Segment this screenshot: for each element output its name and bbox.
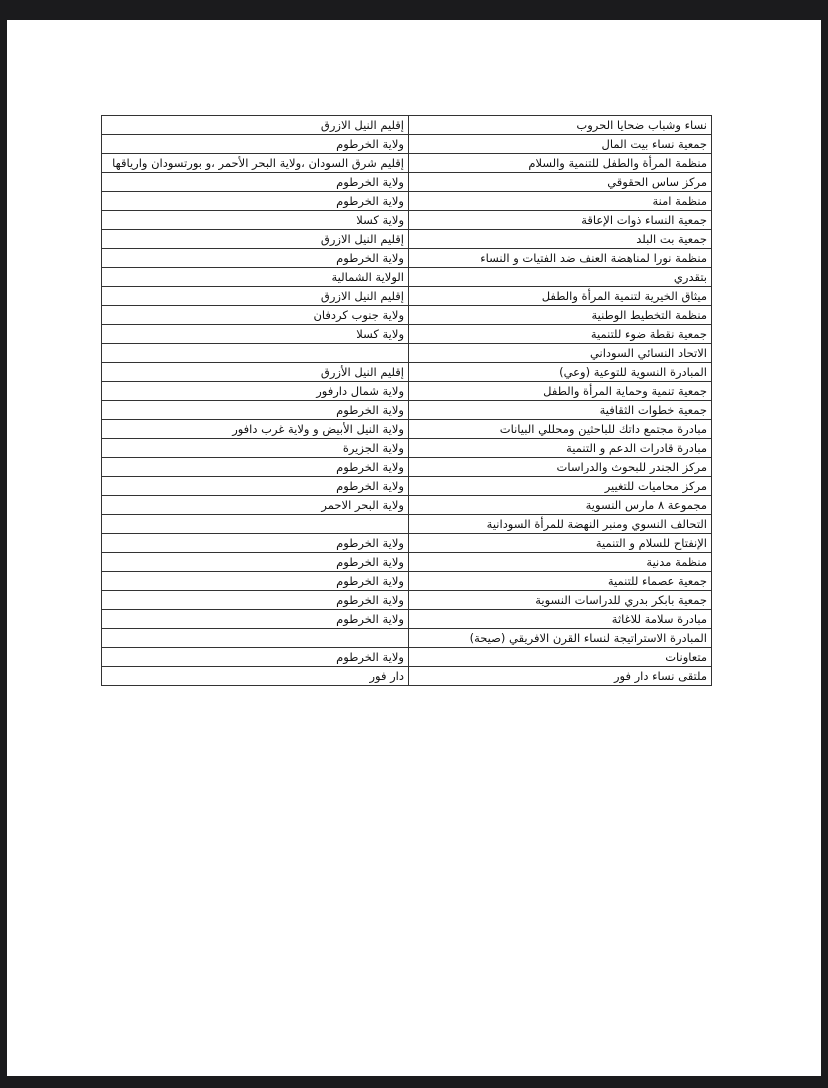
region-cell: دار فور: [102, 667, 409, 686]
table-row: [102, 515, 712, 534]
organization-name-cell: جمعية بت البلد: [409, 230, 712, 249]
table-row: [102, 249, 712, 268]
organization-name-cell: مركز الجندر للبحوث والدراسات: [409, 458, 712, 477]
table-row: [102, 629, 712, 648]
organization-name-cell: منظمة المرأة والطفل للتنمية والسلام: [409, 154, 712, 173]
region-cell: ولاية البحر الاحمر: [102, 496, 409, 515]
organization-name-cell: المبادرة الاستراتيجة لنساء القرن الافريقي (صيحة): [409, 629, 712, 648]
region-cell: ولاية النيل الأبيض و ولاية غرب دافور: [102, 420, 409, 439]
table-row: [102, 363, 712, 382]
region-cell: ولاية الخرطوم: [102, 553, 409, 572]
table-row: [102, 420, 712, 439]
organization-name-cell: بتقدري: [409, 268, 712, 287]
table-row: [102, 667, 712, 686]
organization-name-cell: مركز محاميات للتغيير: [409, 477, 712, 496]
table-row: [102, 439, 712, 458]
table-row: [102, 325, 712, 344]
region-cell: ولاية الخرطوم: [102, 249, 409, 268]
organization-name-cell: متعاونات: [409, 648, 712, 667]
organization-name-cell: منظمة التخطيط الوطنية: [409, 306, 712, 325]
organization-name-cell: الاتحاد النسائي السوداني: [409, 344, 712, 363]
table-row: [102, 135, 712, 154]
organization-name-cell: جمعية نقطة ضوء للتنمية: [409, 325, 712, 344]
table-row: [102, 401, 712, 420]
table-row: [102, 173, 712, 192]
table-row: [102, 287, 712, 306]
region-cell: [102, 629, 409, 648]
table-row: [102, 610, 712, 629]
organization-name-cell: مبادرة سلامة للاغاثة: [409, 610, 712, 629]
region-cell: ولاية الخرطوم: [102, 173, 409, 192]
region-cell: إقليم النيل الازرق: [102, 230, 409, 249]
organization-name-cell: منظمة نورا لمناهضة العنف ضد الفتيات و النساء: [409, 249, 712, 268]
table-row: [102, 553, 712, 572]
region-cell: [102, 515, 409, 534]
organization-name-cell: مبادرة قادرات الدعم و التنمية: [409, 439, 712, 458]
table-row: [102, 382, 712, 401]
organization-name-cell: المبادرة النسوية للتوعية (وعي): [409, 363, 712, 382]
region-cell: ولاية الجزيرة: [102, 439, 409, 458]
region-cell: ولاية الخرطوم: [102, 477, 409, 496]
organizations-table-body: [102, 116, 712, 686]
organization-name-cell: مجموعة ٨ مارس النسوية: [409, 496, 712, 515]
table-row: [102, 591, 712, 610]
organization-name-cell: منظمة امنة: [409, 192, 712, 211]
table-row: [102, 344, 712, 363]
organization-name-cell: ملتقى نساء دار فور: [409, 667, 712, 686]
region-cell: الولاية الشمالية: [102, 268, 409, 287]
region-cell: ولاية الخرطوم: [102, 135, 409, 154]
table-row: [102, 477, 712, 496]
region-cell: ولاية جنوب كردفان: [102, 306, 409, 325]
organization-name-cell: ميثاق الخيرية لتنمية المرأة والطفل: [409, 287, 712, 306]
organization-name-cell: جمعية بابكر بدري للدراسات النسوية: [409, 591, 712, 610]
organization-name-cell: جمعية عصماء للتنمية: [409, 572, 712, 591]
region-cell: ولاية كسلا: [102, 211, 409, 230]
table-row: [102, 572, 712, 591]
organization-name-cell: جمعية نساء بيت المال: [409, 135, 712, 154]
organization-name-cell: جمعية النساء ذوات الإعاقة: [409, 211, 712, 230]
region-cell: ولاية الخرطوم: [102, 534, 409, 553]
table-row: [102, 192, 712, 211]
organization-name-cell: التحالف النسوي ومنبر النهضة للمرأة السودانية: [409, 515, 712, 534]
table-row: [102, 154, 712, 173]
organizations-table: [101, 115, 712, 686]
table-row: [102, 534, 712, 553]
organization-name-cell: الإنفتاح للسلام و التنمية: [409, 534, 712, 553]
table-row: [102, 458, 712, 477]
region-cell: ولاية الخرطوم: [102, 572, 409, 591]
table-row: [102, 496, 712, 515]
region-cell: ولاية الخرطوم: [102, 610, 409, 629]
region-cell: إقليم النيل الازرق: [102, 116, 409, 135]
region-cell: إقليم شرق السودان ،ولاية البحر الأحمر ،و بورتسودان وارياقها: [102, 154, 409, 173]
region-cell: [102, 344, 409, 363]
organization-name-cell: جمعية تنمية وحماية المرأة والطفل: [409, 382, 712, 401]
region-cell: ولاية الخرطوم: [102, 591, 409, 610]
document-page: [7, 20, 821, 1076]
table-row: [102, 648, 712, 667]
organization-name-cell: مركز ساس الحقوقي: [409, 173, 712, 192]
organization-name-cell: منظمة مدنية: [409, 553, 712, 572]
table-row: [102, 116, 712, 135]
region-cell: إقليم النيل الأزرق: [102, 363, 409, 382]
table-row: [102, 306, 712, 325]
region-cell: ولاية الخرطوم: [102, 401, 409, 420]
organization-name-cell: جمعية خطوات الثقافية: [409, 401, 712, 420]
region-cell: ولاية الخرطوم: [102, 648, 409, 667]
region-cell: ولاية الخرطوم: [102, 458, 409, 477]
organization-name-cell: نساء وشباب ضحايا الحروب: [409, 116, 712, 135]
region-cell: ولاية الخرطوم: [102, 192, 409, 211]
table-row: [102, 230, 712, 249]
region-cell: ولاية شمال دارفور: [102, 382, 409, 401]
table-row: [102, 211, 712, 230]
organization-name-cell: مبادرة مجتمع داتك للباحثين ومحللي البيانات: [409, 420, 712, 439]
region-cell: إقليم النيل الازرق: [102, 287, 409, 306]
table-row: [102, 268, 712, 287]
region-cell: ولاية كسلا: [102, 325, 409, 344]
